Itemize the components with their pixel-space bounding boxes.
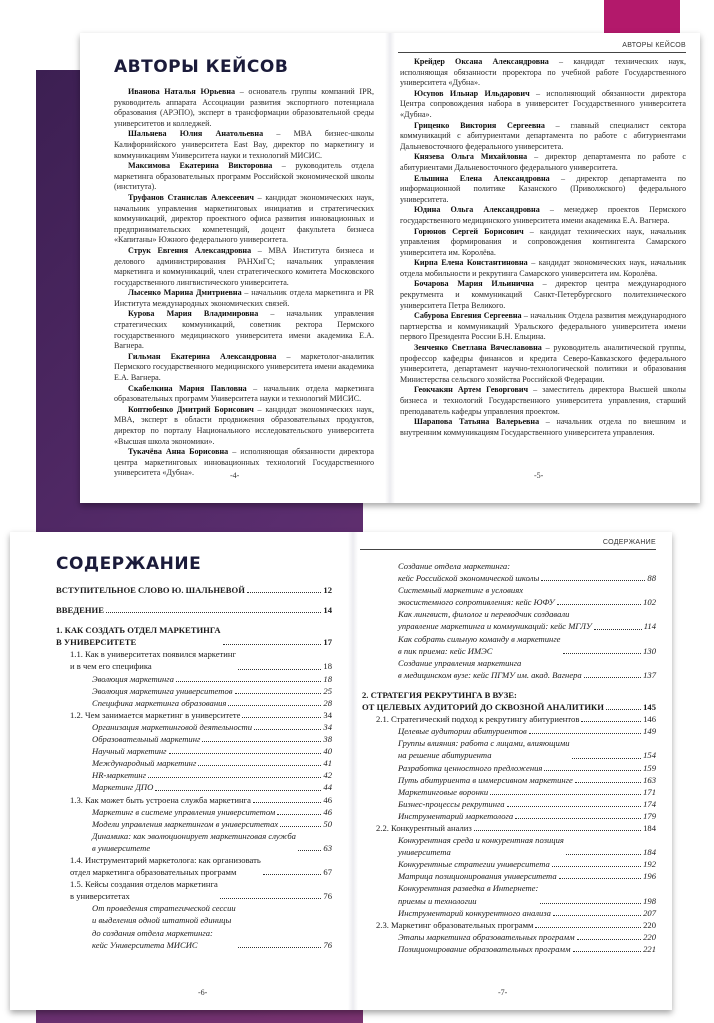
toc-entry-title: ВВЕДЕНИЕ xyxy=(56,605,104,616)
toc-entry-title: Позиционирование образовательных программ xyxy=(398,943,571,954)
page-title: АВТОРЫ КЕЙСОВ xyxy=(114,57,289,77)
author-description: – менеджер проектов Пермского государственного медицинского университета имени академика Е.А. Вагнера. xyxy=(400,205,686,225)
toc-entry-page: 41 xyxy=(323,758,332,769)
toc-entry[interactable] xyxy=(362,870,656,882)
toc-entry-page: 34 xyxy=(323,709,332,720)
toc-entry[interactable] xyxy=(362,689,656,713)
toc-entry-page: 163 xyxy=(643,774,656,785)
toc-entry-title: Бизнес-процессы рекрутинга xyxy=(398,798,505,809)
author-description: – начальник отдела маркетинга образовательных программ Университета науки и технологий МИСИС. xyxy=(114,383,374,404)
author-name: Скабелкина Мария Павловна xyxy=(128,383,247,393)
toc-leader-dots xyxy=(606,709,641,710)
toc-entry-title: 2.2. Конкурентный анализ xyxy=(376,822,472,833)
toc-entry-page: 159 xyxy=(643,762,656,773)
author-description: – заместитель директора Высшей школы бизнеса и технологий Государственного университета управления, старший преподаватель кафедры управления проектом. xyxy=(400,385,686,416)
toc-entry-title: Как собрать сильную команду в маркетинге в пик приема: кейс ИМЭС xyxy=(398,633,561,656)
authors-list-left xyxy=(114,87,374,479)
toc-entry-title: Специфика маркетинга образования xyxy=(92,697,227,708)
toc-entry[interactable] xyxy=(56,830,332,854)
toc-entry[interactable] xyxy=(56,584,332,596)
toc-entry[interactable] xyxy=(56,769,332,781)
author-description: – MBA Института бизнеса и делового администрирования РАНХиГС; начальник управления маркетинга и коммуникаций, член стратегического комитета Московского государственного лингвистического университета. xyxy=(114,245,375,287)
author-description: – начальник отдела маркетинга и PR Института международных экономических связей. xyxy=(114,288,374,308)
toc-entry-title: Разработка ценностного предложения xyxy=(398,762,543,773)
toc-entry[interactable] xyxy=(362,931,656,943)
toc-entry-page: 179 xyxy=(643,810,656,821)
author-name: Коптюбенко Дмитрий Борисович xyxy=(128,404,254,414)
toc-entry-page: 102 xyxy=(643,597,656,608)
toc-leader-dots xyxy=(298,850,321,851)
contents-spread xyxy=(10,532,672,1010)
toc-leader-dots xyxy=(280,826,321,827)
toc-list-right xyxy=(362,560,656,955)
toc-entry[interactable] xyxy=(362,657,656,681)
toc-entry[interactable] xyxy=(362,737,656,761)
author-entry xyxy=(400,89,686,121)
toc-leader-dots xyxy=(490,794,641,795)
page-5 xyxy=(394,33,700,503)
toc-entry[interactable] xyxy=(56,781,332,793)
toc-entry[interactable] xyxy=(56,648,332,672)
toc-entry-title: 1.1. Как в университетах появился маркетинг и в чем его специфика xyxy=(70,649,237,672)
running-head: СОДЕРЖАНИЕ xyxy=(602,539,656,546)
toc-entry[interactable] xyxy=(362,834,656,858)
toc-leader-dots xyxy=(552,866,641,867)
author-description: – начальник управления стратегических коммуникаций, советник ректора Пермского государственного медицинского университета имени академика Е.А. Вагнера. xyxy=(114,309,374,351)
header-rule xyxy=(398,52,686,53)
toc-leader-dots xyxy=(106,612,321,613)
author-entry xyxy=(114,288,374,309)
author-description: – начальник отдела по внешним и внутренним коммуникациям Государственного университета управления. xyxy=(400,417,686,437)
toc-entry-title: 1. КАК СОЗДАТЬ ОТДЕЛ МАРКЕТИНГА В УНИВЕРСИТЕТЕ xyxy=(56,625,221,648)
toc-entry-page: 67 xyxy=(323,867,332,878)
toc-entry-page: 46 xyxy=(323,794,332,805)
author-description: – исполняющий обязанности директора Центра сопровождения набора в университет Государственного университета «Дубна». xyxy=(400,88,686,119)
toc-entry-page: 63 xyxy=(323,842,332,853)
author-entry xyxy=(400,152,686,173)
page-7 xyxy=(358,532,672,1010)
toc-entry[interactable] xyxy=(362,798,656,810)
toc-entry-page: 174 xyxy=(643,798,656,809)
toc-entry-page: 12 xyxy=(323,585,332,595)
toc-entry-title: Динамика: как эволюционирует маркетинговая служба в университете xyxy=(92,830,296,853)
author-entry xyxy=(400,417,686,438)
author-entry xyxy=(400,279,686,311)
toc-leader-dots xyxy=(198,765,321,766)
toc-entry-page: 154 xyxy=(643,750,656,761)
page-4 xyxy=(80,33,394,503)
toc-entry[interactable] xyxy=(56,878,332,902)
author-name: Максимова Екатерина Викторовна xyxy=(128,161,273,171)
author-description: – директор департамента по работе с абитуриентами Дальневосточного федерального университета. xyxy=(400,152,686,172)
author-entry xyxy=(400,311,686,343)
toc-leader-dots xyxy=(553,915,641,916)
toc-entry-title: 1.4. Инструментарий маркетолога: как организовать отдел маркетинга образовательных программ xyxy=(70,854,261,878)
toc-leader-dots xyxy=(573,951,642,952)
page-number: -4- xyxy=(230,471,240,480)
author-name: Труфанов Станислав Алексеевич xyxy=(128,192,254,202)
page-number: -5- xyxy=(534,471,544,480)
toc-entry-page: 38 xyxy=(323,734,332,745)
author-description: – начальник Отдела развития международного партнерства и коммуникаций Уральского федерального университета имени первого Президента России Б.Н. Ельцина. xyxy=(400,311,687,342)
toc-entry[interactable] xyxy=(56,794,332,806)
toc-leader-dots xyxy=(575,782,641,783)
toc-entry-page: 46 xyxy=(323,806,332,817)
toc-entry[interactable] xyxy=(56,624,332,648)
author-entry xyxy=(114,129,374,161)
author-name: Юсупов Ильнар Ильдарович xyxy=(414,88,530,98)
author-name: Ельшина Елена Александровна xyxy=(414,173,550,183)
toc-entry[interactable] xyxy=(362,858,656,870)
author-name: Курова Мария Владимировна xyxy=(128,309,259,319)
author-entry xyxy=(114,447,374,479)
toc-entry-page: 88 xyxy=(647,573,656,584)
toc-entry-title: Создание управления маркетинга в медицинском вузе: кейс ПГМУ им. акад. Вагнера xyxy=(398,657,582,680)
author-name: Бочарова Мария Ильинична xyxy=(414,279,534,289)
toc-entry[interactable] xyxy=(362,919,656,931)
magenta-accent-block xyxy=(604,0,680,34)
toc-entry[interactable] xyxy=(362,762,656,774)
toc-entry-page: 198 xyxy=(643,895,656,906)
toc-entry-title: Научный маркетинг xyxy=(92,746,167,757)
gutter xyxy=(348,532,358,1010)
author-name: Гриценко Виктория Сергеевна xyxy=(414,120,545,130)
toc-entry-title: Инструментарий маркетолога xyxy=(398,810,514,821)
toc-entry-title: Международный маркетинг xyxy=(92,758,197,769)
toc-leader-dots xyxy=(563,653,642,654)
toc-leader-dots xyxy=(507,806,642,807)
toc-entry[interactable] xyxy=(56,745,332,757)
toc-leader-dots xyxy=(535,927,641,928)
toc-entry-page: 220 xyxy=(643,931,656,942)
toc-leader-dots xyxy=(228,705,321,706)
toc-leader-dots xyxy=(254,729,321,730)
toc-entry-page: 171 xyxy=(643,786,656,797)
author-entry xyxy=(114,161,374,193)
toc-entry[interactable] xyxy=(362,786,656,798)
toc-entry-title: Модели управления маркетингом в университетах xyxy=(92,818,279,829)
toc-entry-page: 40 xyxy=(323,746,332,757)
author-entry xyxy=(400,57,686,89)
author-description: – исполняющая обязанности директора центра маркетинговых инновационных технологий Государственного университета «Дубна». xyxy=(114,447,374,478)
toc-entry-page: 50 xyxy=(323,818,332,829)
author-name: Гильман Екатерина Александровна xyxy=(128,351,277,361)
toc-list-left xyxy=(56,584,332,951)
toc-entry[interactable] xyxy=(362,822,656,834)
toc-leader-dots xyxy=(235,693,322,694)
toc-entry-title: Маркетинговые воронки xyxy=(398,786,489,797)
toc-entry-page: 146 xyxy=(643,714,656,725)
toc-entry-page: 44 xyxy=(323,782,332,793)
toc-leader-dots xyxy=(220,898,322,899)
toc-entry-title: 1.3. Как может быть устроена служба маркетинга xyxy=(70,794,251,805)
author-name: Геокчакян Артем Геворгович xyxy=(414,385,529,395)
toc-entry-title: Конкурентная разведка в Интернете: приемы и технологии xyxy=(398,883,539,906)
toc-leader-dots xyxy=(594,629,642,630)
author-name: Сабурова Евгения Сергеевна xyxy=(414,311,522,321)
toc-entry-title: Путь абитуриента в иммерсивном маркетинге xyxy=(398,774,573,785)
toc-leader-dots xyxy=(474,830,641,831)
author-entry xyxy=(114,246,374,288)
author-name: Зенченко Светлана Вячеславовна xyxy=(414,343,542,353)
toc-entry-page: 42 xyxy=(323,770,332,781)
toc-entry-title: 1.2. Чем занимается маркетинг в университете xyxy=(70,709,241,720)
toc-entry-title: Эволюция маркетинга университетов xyxy=(92,685,233,696)
toc-leader-dots xyxy=(148,777,321,778)
author-name: Шальнева Юлия Анатольевна xyxy=(128,129,264,139)
toc-entry[interactable] xyxy=(56,697,332,709)
toc-leader-dots xyxy=(559,878,641,879)
toc-entry-page: 207 xyxy=(643,907,656,918)
author-name: Тукачёва Анна Борисовна xyxy=(128,447,229,457)
toc-leader-dots xyxy=(202,741,321,742)
toc-entry-page: 28 xyxy=(323,697,332,708)
toc-entry[interactable] xyxy=(56,685,332,697)
toc-entry[interactable] xyxy=(362,713,656,725)
toc-leader-dots xyxy=(263,874,322,875)
toc-entry-title: От проведения стратегической сессии и выделения одной штатной единицы до создания отдела маркетинга: кейс Университета МИСИС xyxy=(92,903,236,950)
toc-entry-title: Маркетинг ДПО xyxy=(92,782,154,793)
author-entry xyxy=(400,205,686,226)
toc-leader-dots xyxy=(155,790,321,791)
author-description: – кандидат экономических наук, начальник управления маркетинговых инициатив и стратегических коммуникаций, директор проектного офиса развития инновационных и предпринимательских компетенций, доцент факультета бизнеса «Капитаны» Южного федерального университета. xyxy=(114,192,374,245)
authors-spread xyxy=(80,33,700,503)
toc-entry-page: 184 xyxy=(643,822,656,833)
toc-entry[interactable] xyxy=(362,774,656,786)
toc-leader-dots xyxy=(529,733,641,734)
toc-entry-title: 2.3. Маркетинг образовательных программ xyxy=(376,919,534,930)
toc-entry[interactable] xyxy=(56,733,332,745)
page-title: СОДЕРЖАНИЕ xyxy=(56,554,202,574)
toc-entry-page: 149 xyxy=(643,726,656,737)
toc-entry[interactable] xyxy=(362,882,656,906)
toc-entry-page: 220 xyxy=(643,919,656,930)
toc-entry-page: 17 xyxy=(323,637,332,648)
toc-entry-page: 221 xyxy=(643,943,656,954)
author-description: – кандидат технических наук, исполняющая обязанности проректора по учебной работе Государственного университета «Дубна». xyxy=(400,57,686,88)
toc-leader-dots xyxy=(566,854,641,855)
toc-entry-title: Организация маркетинговой деятельности xyxy=(92,721,253,732)
toc-entry-title: Эволюция маркетинга xyxy=(92,673,174,684)
toc-entry-page: 76 xyxy=(323,939,332,950)
toc-entry[interactable] xyxy=(56,818,332,830)
toc-entry[interactable] xyxy=(56,757,332,769)
author-entry xyxy=(400,227,686,259)
running-head: АВТОРЫ КЕЙСОВ xyxy=(622,42,686,49)
author-name: Струк Евгения Александровна xyxy=(128,245,252,255)
author-name: Иванова Наталья Юрьевна xyxy=(128,87,236,96)
author-description: – директор центра международного рекрутмента и коммуникаций Санкт-Петербургского политехнического университета Петра Великого. xyxy=(400,279,686,310)
toc-leader-dots xyxy=(515,818,641,819)
author-name: Шарапова Татьяна Валерьевна xyxy=(414,417,540,427)
toc-leader-dots xyxy=(253,802,322,803)
toc-entry-title: Группы влияния: работа с лицами, влияющими на решение абитуриента xyxy=(398,738,570,761)
author-name: Горюнов Сергей Борисович xyxy=(414,226,524,236)
author-description: – MBA бизнес-школы Калифорнийского университета East Bay, директор по маркетингу и коммуникациям Университета науки и технологий МИСИС. xyxy=(114,129,374,160)
toc-entry-page: 76 xyxy=(323,891,332,902)
toc-entry-title: HR-маркетинг xyxy=(92,770,147,781)
toc-entry[interactable] xyxy=(56,806,332,818)
author-description: – руководитель аналитической группы, профессор кафедры финансов и кредита Северо-Кавказского федерального университета, департамент научно-технологической политики и образования Министерства сельского хозяйства Российской Федерации. xyxy=(400,343,686,384)
author-entry xyxy=(114,87,374,129)
toc-entry-page: 130 xyxy=(643,645,656,656)
toc-leader-dots xyxy=(544,770,641,771)
toc-entry-page: 18 xyxy=(323,661,332,672)
toc-leader-dots xyxy=(540,903,641,904)
toc-entry-page: 196 xyxy=(643,871,656,882)
toc-leader-dots xyxy=(577,939,642,940)
toc-entry[interactable] xyxy=(56,721,332,733)
toc-entry-page: 145 xyxy=(643,702,656,713)
toc-entry-title: Инструментарий конкурентного анализа xyxy=(398,907,551,918)
toc-entry-page: 114 xyxy=(643,621,656,632)
author-name: Кирпа Елена Константиновна xyxy=(414,258,528,268)
toc-entry-title: Целевые аудитории абитуриентов xyxy=(398,726,527,737)
page-number: -6- xyxy=(198,988,208,997)
toc-entry[interactable] xyxy=(362,943,656,955)
author-name: Князева Ольга Михайловна xyxy=(414,152,528,162)
toc-entry[interactable] xyxy=(56,854,332,878)
toc-leader-dots xyxy=(242,717,321,718)
author-description: – директор департамента по информационной политике Казанского (Приволжского) федерального университета. xyxy=(400,173,686,204)
toc-entry[interactable] xyxy=(362,608,656,632)
toc-leader-dots xyxy=(557,604,642,605)
author-entry xyxy=(114,309,374,351)
author-entry xyxy=(400,343,686,385)
toc-leader-dots xyxy=(238,947,322,948)
toc-leader-dots xyxy=(247,592,322,593)
toc-entry-page: 184 xyxy=(643,847,656,858)
toc-entry[interactable] xyxy=(56,709,332,721)
toc-entry-title: 2. СТРАТЕГИЯ РЕКРУТИНГА В ВУЗЕ: ОТ ЦЕЛЕВЫХ АУДИТОРИЙ ДО СКВОЗНОЙ АНАЛИТИКИ xyxy=(362,689,604,713)
author-entry xyxy=(114,193,374,246)
author-name: Лысенко Марина Дмитриевна xyxy=(128,288,242,298)
author-entry xyxy=(400,258,686,279)
toc-entry[interactable] xyxy=(362,725,656,737)
author-description: – руководитель отдела маркетинга образовательных программ Российской экономической школы (института). xyxy=(114,161,374,192)
toc-entry-title: Конкурентная среда и конкурентная позиция университета xyxy=(398,835,564,858)
toc-entry-page: 25 xyxy=(323,685,332,696)
author-description: – главный специалист сектора коммуникаций с абитуриентами департамента по работе с абитуриентами Дальневосточного федерального университета. xyxy=(400,120,687,151)
toc-leader-dots xyxy=(238,669,321,670)
toc-entry[interactable] xyxy=(56,673,332,685)
toc-entry-page: 18 xyxy=(323,673,332,684)
author-description: – маркетолог-аналитик Пермского государственного медицинского университета имени академика Е.А. Вагнера. xyxy=(114,351,375,383)
author-description: – кандидат технических наук, начальник управления формирования и сопровождения контингента Самарского университета им. Королёва. xyxy=(400,226,686,257)
author-entry xyxy=(400,121,686,153)
author-entry xyxy=(400,385,686,417)
author-name: Юдина Ольга Александровна xyxy=(414,205,540,215)
toc-entry-title: Маркетинг в системе управления университетом xyxy=(92,806,276,817)
toc-entry[interactable] xyxy=(362,584,656,608)
toc-leader-dots xyxy=(541,580,645,581)
author-description: – кандидат экономических наук, начальник отдела мобильности и рекрутинга Самарского университета им. Королёва. xyxy=(400,258,686,278)
author-description: – основатель группы компаний IPR, руководитель аппарата Ассоциации развития экспортного потенциала образования (АРЭПО), эксперт в трансформации образовательной среды университетов и колледжей. xyxy=(114,87,375,128)
author-name: Крейдер Оксана Александровна xyxy=(414,57,549,66)
toc-leader-dots xyxy=(223,644,322,645)
toc-entry-title: Конкурентные стратегии университета xyxy=(398,859,550,870)
author-entry xyxy=(114,352,374,384)
toc-entry-title: ВСТУПИТЕЛЬНОЕ СЛОВО Ю. ШАЛЬНЕВОЙ xyxy=(56,585,245,595)
toc-entry-page: 34 xyxy=(323,721,332,732)
toc-entry-title: Образовательный маркетинг xyxy=(92,734,201,745)
toc-entry[interactable] xyxy=(56,902,332,950)
toc-entry[interactable] xyxy=(362,560,656,584)
toc-entry[interactable] xyxy=(56,604,332,616)
authors-list-right xyxy=(400,57,686,438)
author-entry xyxy=(400,174,686,206)
toc-entry-title: Создание отдела маркетинга: кейс Российской экономической школы xyxy=(398,561,540,584)
toc-entry-title: 2.1. Стратегический подход к рекрутингу абитуриентов xyxy=(376,714,580,725)
toc-entry-title: Матрица позиционирования университета xyxy=(398,871,557,882)
toc-entry[interactable] xyxy=(362,810,656,822)
author-entry xyxy=(114,384,374,405)
author-entry xyxy=(114,405,374,447)
page-number: -7- xyxy=(498,988,508,997)
toc-entry[interactable] xyxy=(362,633,656,657)
toc-leader-dots xyxy=(581,721,641,722)
toc-leader-dots xyxy=(584,677,641,678)
toc-entry-page: 137 xyxy=(643,669,656,680)
toc-leader-dots xyxy=(169,753,322,754)
toc-entry-title: 1.5. Кейсы создания отделов маркетинга в университетах xyxy=(70,879,218,902)
toc-entry-page: 14 xyxy=(323,605,332,616)
toc-entry-page: 192 xyxy=(643,859,656,870)
toc-entry-title: Этапы маркетинга образовательных программ xyxy=(398,931,575,942)
toc-entry-title: Системный маркетинг в условиях экосистемного сопротивления: кейс ЮФУ xyxy=(398,585,555,608)
toc-entry-title: Как лингвист, филолог и переводчик создавали управление маркетинга и коммуникаций: кейс МГЛУ xyxy=(398,609,592,632)
header-rule xyxy=(360,549,656,550)
author-description: – кандидат экономических наук, MBA, эксперт в области продвижения образовательных продуктов, директор по порталу Национального исследовательского университета «Высшая школа экономики». xyxy=(114,404,374,446)
page-6 xyxy=(10,532,350,1010)
toc-leader-dots xyxy=(572,758,642,759)
toc-leader-dots xyxy=(176,681,322,682)
toc-leader-dots xyxy=(277,814,321,815)
toc-entry[interactable] xyxy=(362,907,656,919)
